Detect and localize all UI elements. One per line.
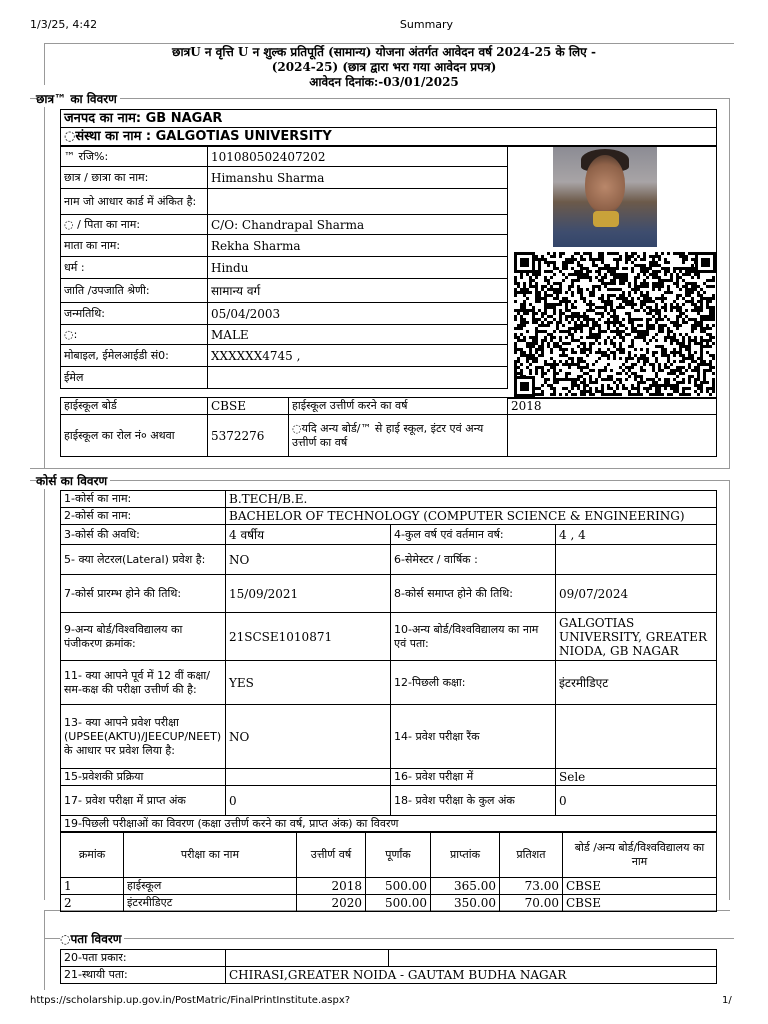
father-name: C/O: Chandrapal Sharma xyxy=(208,215,508,235)
entrance-total-marks: 0 xyxy=(556,786,717,816)
aadhaar-name xyxy=(208,189,508,215)
row-exam: हाईस्कूल xyxy=(124,878,297,895)
col-header: प्रतिशत xyxy=(500,832,563,878)
previous-class: इंटरमीडिएट xyxy=(556,661,717,705)
personal-fields-table xyxy=(60,146,508,389)
frame-left-line xyxy=(44,43,45,85)
course-start-date: 15/09/2021 xyxy=(226,575,391,613)
section-right-line xyxy=(729,98,730,468)
col-header: उत्तीर्ण वर्ष xyxy=(297,832,366,878)
student-name: Himanshu Sharma xyxy=(208,167,508,189)
field-label: मोबाइल, ईमेलआईडी सं0: xyxy=(61,345,208,367)
course-label: 11- क्या आपने पूर्व में 12 वीं कक्षा/सम-कक्ष की परीक्षा उत्तीर्ण की है: xyxy=(61,661,226,705)
course-duration: 4 वर्षीय xyxy=(226,525,391,545)
district-row xyxy=(61,110,717,128)
other-board-value xyxy=(508,415,717,457)
entrance-selection: Sele xyxy=(556,769,717,786)
row-board: CBSE xyxy=(563,895,717,912)
col-header: बोर्ड /अन्य बोर्ड/विश्वविद्यालय का नाम xyxy=(563,832,717,878)
course-label: 3-कोर्स की अवधि: xyxy=(61,525,226,545)
pass-year-label: हाईस्कूल उत्तीर्ण करने का वर्ष xyxy=(289,398,508,415)
religion: Hindu xyxy=(208,257,508,279)
form-title-line2: (2024-25) (छात्र द्वारा भरा गया आवेदन प्रपत्र) xyxy=(271,60,497,74)
col-header: पूर्णांक xyxy=(366,832,431,878)
course-label: 7-कोर्स प्रारम्भ होने की तिथि: xyxy=(61,575,226,613)
course-label: 2-कोर्स का नाम: xyxy=(61,508,226,525)
institute-value: : GALGOTIAS UNIVERSITY xyxy=(145,128,332,144)
table-row xyxy=(61,878,717,895)
row-obtained: 350.00 xyxy=(431,895,500,912)
course-label: 4-कुल वर्ष एवं वर्तमान वर्ष: xyxy=(391,525,556,545)
university-name-address: GALGOTIAS UNIVERSITY, GREATER NIODA, GB NAGAR xyxy=(556,613,717,661)
row-sn: 1 xyxy=(61,878,124,895)
section-heading-course: कोर्स का विवरण xyxy=(36,472,110,489)
section-right-line xyxy=(729,480,730,900)
page-tab-title: Summary xyxy=(399,18,454,31)
address-type-label: 20-पता प्रकार: xyxy=(61,950,226,967)
personal-details-table xyxy=(60,109,717,146)
caste-category: सामान्य वर्ग xyxy=(208,279,508,303)
section-left-line xyxy=(44,910,45,990)
address-table xyxy=(60,949,717,984)
course-label: 10-अन्य बोर्ड/विश्वविद्यालय का नाम एवं पता: xyxy=(391,613,556,661)
col-header: क्रमांक xyxy=(61,832,124,878)
admission-process xyxy=(226,769,391,786)
course-label: 6-सेमेस्टर / वार्षिक : xyxy=(391,545,556,575)
mobile-email: XXXXXX4745 , xyxy=(208,345,508,367)
qr-code xyxy=(514,252,716,397)
course-label: 13- क्या आपने प्रवेश परीक्षा (UPSEE(AKTU)/JEECUP/NEET) के आधार पर प्रवेश लिया है: xyxy=(61,705,226,769)
permanent-address-value: CHIRASI,GREATER NOIDA - GAUTAM BUDHA NAGAR xyxy=(226,967,717,984)
print-datetime: 1/3/25, 4:42 xyxy=(30,18,98,31)
course-details-table xyxy=(60,490,717,833)
registration-number: 101080502407202 xyxy=(208,147,508,167)
row-obtained: 365.00 xyxy=(431,878,500,895)
field-label: ईमेल xyxy=(61,367,208,389)
field-label: धर्म : xyxy=(61,257,208,279)
roll-label: हाईस्कूल का रोल नं० अथवा xyxy=(61,415,208,457)
district-value: GB NAGAR xyxy=(145,110,223,126)
course-label: 15-प्रवेशकी प्रक्रिया xyxy=(61,769,226,786)
application-date: आवेदन दिनांक:-03/01/2025 xyxy=(309,75,459,89)
board-label: हाईस्कूल बोर्ड xyxy=(61,398,208,415)
entrance-based: NO xyxy=(226,705,391,769)
field-label: माता का नाम: xyxy=(61,235,208,257)
row-year: 2018 xyxy=(297,878,366,895)
gender: MALE xyxy=(208,325,508,345)
form-title-line1: छात्रU न वृत्ति U न शुल्क प्रतिपूर्ति (सामान्य) योजना अंतर्गत आवेदन वर्ष 2024-25 के लिए - xyxy=(172,45,596,59)
institute-label: ◌संस्था का नाम xyxy=(64,128,142,144)
field-label: ™ रजि%: xyxy=(61,147,208,167)
field-label: नाम जो आधार कार्ड में अंकित है: xyxy=(61,189,208,215)
passed-12th: YES xyxy=(226,661,391,705)
course-label: 14- प्रवेश परीक्षा रैंक xyxy=(391,705,556,769)
course-value: B.TECH/B.E. xyxy=(226,491,717,508)
field-label: ◌: xyxy=(61,325,208,345)
entrance-rank xyxy=(556,705,717,769)
course-label: 5- क्या लेटरल(Lateral) प्रवेश है: xyxy=(61,545,226,575)
course-label: 18- प्रवेश परीक्षा के कुल अंक xyxy=(391,786,556,816)
course-label: 17- प्रवेश परीक्षा में प्राप्त अंक xyxy=(61,786,226,816)
other-board-label: ◌यदि अन्य बोर्ड/™ से हाई स्कूल, इंटर एवं अन्य उत्तीर्ण का वर्ष xyxy=(289,415,508,457)
table-row xyxy=(61,895,717,912)
semester-annual xyxy=(556,545,717,575)
address-type-extra xyxy=(389,950,717,967)
section-rule xyxy=(44,938,734,939)
section-rule xyxy=(30,98,730,99)
field-label: जाति /उपजाति श्रेणी: xyxy=(61,279,208,303)
student-photo xyxy=(553,147,657,247)
field-label: जन्मतिथि: xyxy=(61,303,208,325)
email xyxy=(208,367,508,389)
pass-year-value: 2018 xyxy=(508,398,717,415)
permanent-address-label: 21-स्थायी पता: xyxy=(61,967,226,984)
previous-exams-table xyxy=(60,831,717,912)
frame-top-line xyxy=(44,43,734,44)
field-label: ◌ / पिता का नाम: xyxy=(61,215,208,235)
print-page-number: 1/ xyxy=(722,995,732,1006)
section-heading-personal: छात्र™ का विवरण xyxy=(36,90,120,107)
total-current-year: 4 , 4 xyxy=(556,525,717,545)
section-rule xyxy=(30,468,730,469)
board-value: CBSE xyxy=(208,398,289,415)
row-percent: 70.00 xyxy=(500,895,563,912)
mother-name: Rekha Sharma xyxy=(208,235,508,257)
date-of-birth: 05/04/2003 xyxy=(208,303,508,325)
row-board: CBSE xyxy=(563,878,717,895)
section-heading-address: ◌पता विवरण xyxy=(60,930,124,947)
row-percent: 73.00 xyxy=(500,878,563,895)
course-label: 9-अन्य बोर्ड/विश्वविद्यालय का पंजीकरण क्रमांक: xyxy=(61,613,226,661)
col-header: परीक्षा का नाम xyxy=(124,832,297,878)
row-max: 500.00 xyxy=(366,895,431,912)
university-registration: 21SCSE1010871 xyxy=(226,613,391,661)
print-url: https://scholarship.up.gov.in/PostMatric/FinalPrintInstitute.aspx? xyxy=(30,995,351,1006)
col-header: प्राप्तांक xyxy=(431,832,500,878)
course-label: 16- प्रवेश परीक्षा में xyxy=(391,769,556,786)
row-sn: 2 xyxy=(61,895,124,912)
course-end-date: 09/07/2024 xyxy=(556,575,717,613)
course-label: 12-पिछली कक्षा: xyxy=(391,661,556,705)
section-rule xyxy=(30,480,730,481)
row-exam: इंटरमीडिएट xyxy=(124,895,297,912)
section-left-line xyxy=(44,480,45,900)
roll-value: 5372276 xyxy=(208,415,289,457)
row-max: 500.00 xyxy=(366,878,431,895)
entrance-marks-obtained: 0 xyxy=(226,786,391,816)
lateral-entry: NO xyxy=(226,545,391,575)
course-full-name: BACHELOR OF TECHNOLOGY (COMPUTER SCIENCE & ENGINEERING) xyxy=(226,508,717,525)
course-label: 8-कोर्स समाप्त होने की तिथि: xyxy=(391,575,556,613)
section-left-line xyxy=(44,98,45,468)
course-label: 1-कोर्स का नाम: xyxy=(61,491,226,508)
row-year: 2020 xyxy=(297,895,366,912)
institute-row xyxy=(61,128,717,146)
board-details-table xyxy=(60,397,717,457)
address-type-value xyxy=(226,950,389,967)
district-label: जनपद का नाम: xyxy=(64,110,142,126)
previous-exams-title: 19-पिछली परीक्षाओं का विवरण (कक्षा उत्तीर्ण करने का वर्ष, प्राप्त अंक) का विवरण xyxy=(61,816,717,833)
field-label: छात्र / छात्रा का नाम: xyxy=(61,167,208,189)
